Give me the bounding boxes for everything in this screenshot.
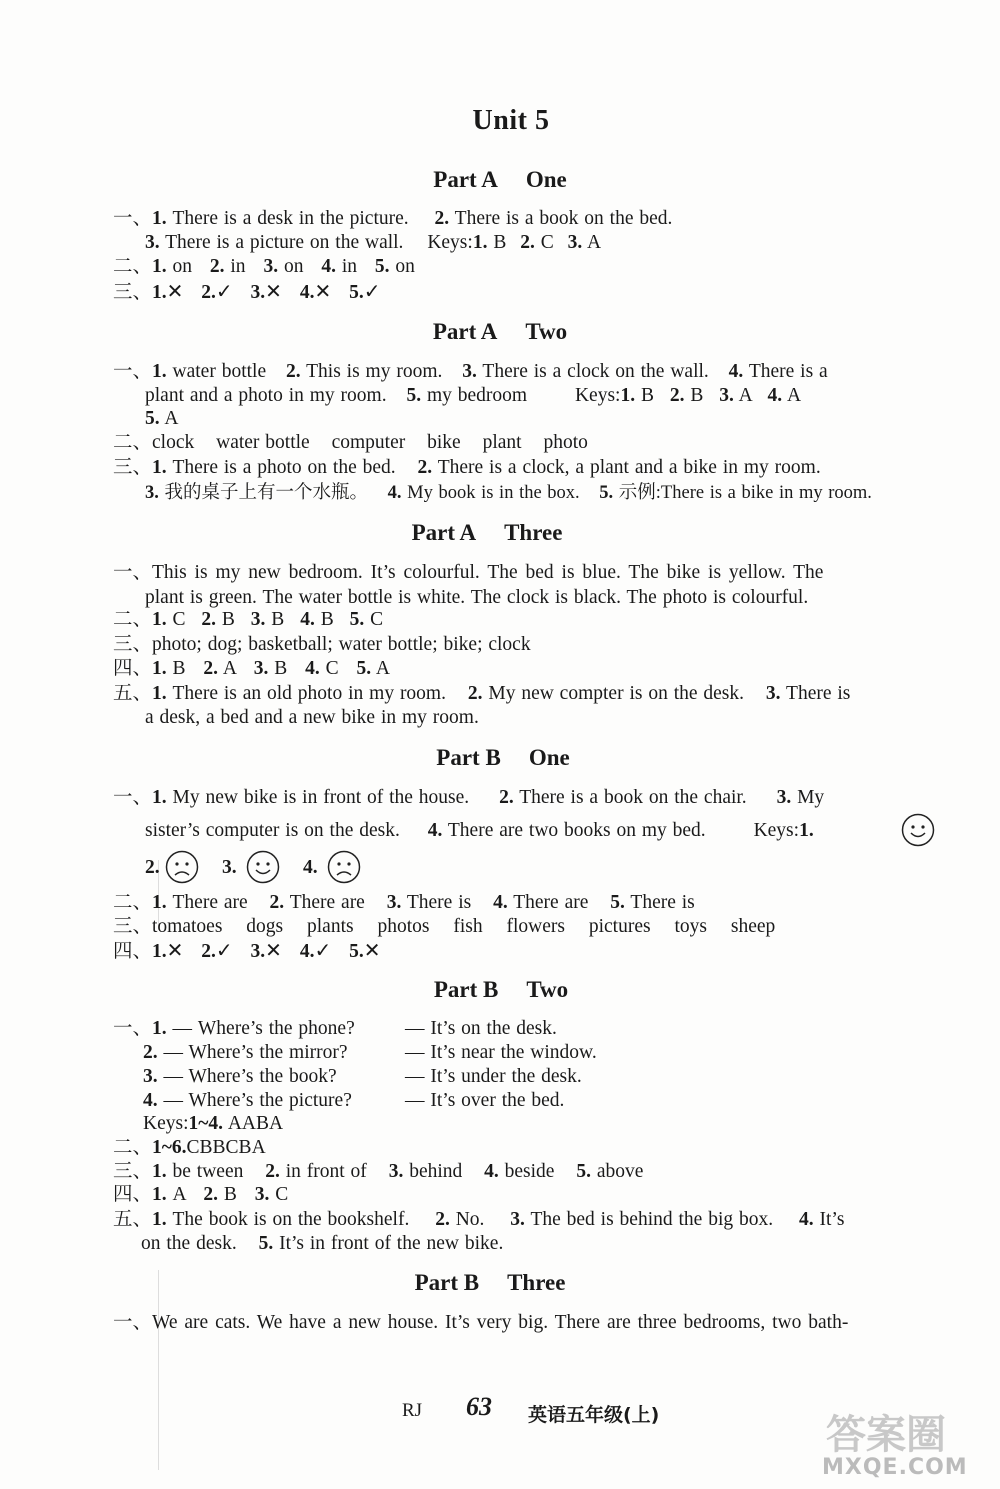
answer-line: 五、1. The book is on the bookshelf. 2. No. 3. The bed is behind the big box. 4. It’s [113, 1209, 845, 1230]
answer-line: 三、tomatoes dogs plants photos fish flowers pictures toys sheep [113, 916, 776, 937]
page-number: 63 [466, 1392, 492, 1421]
answer-line: 四、1. A 2. B 3. C [113, 1184, 289, 1205]
answer-line: 4. [303, 857, 318, 878]
binding-line [158, 1270, 159, 1470]
sad-face-icon [165, 850, 199, 884]
answer-line: 三、1. There is a photo on the bed. 2. There is a clock, a plant and a bike in my room. [113, 457, 821, 478]
answer-line: plant and a photo in my room. 5. my bedroom Keys:1. B 2. B 3. A 4. A [145, 385, 802, 406]
answer-line: 二、clock water bottle computer bike plant photo [113, 432, 588, 453]
answer-line: 二、1. C 2. B 3. B 4. B 5. C [113, 609, 384, 630]
answer-line: 五、1. There is an old photo in my room. 2. My new compter is on the desk. 3. There is [113, 683, 851, 704]
answer-line: 5. A [145, 408, 179, 429]
part-title: Part B One [436, 745, 570, 770]
answer-line: 3. There is a picture on the wall. Keys:1. B 2. C 3. A [145, 232, 602, 253]
section-part-b-two [1, 973, 1000, 1007]
answer-line: on the desk. 5. It’s in front of the new bike. [141, 1233, 504, 1254]
section-part-b-one [3, 741, 1000, 775]
part-title: Part B Three [414, 1270, 566, 1295]
section-part-b-three [0, 1266, 990, 1300]
dialog-line: 4. — Where’s the picture? [143, 1090, 352, 1111]
answer-line: 3. 我的桌子上有一个水瓶。 4. My book is in the box. 5. 示例:There is a bike in my room. [145, 483, 872, 503]
answer-line: 二、1. on 2. in 3. on 4. in 5. on [113, 256, 415, 277]
answer-line: 四、1. B 2. A 3. B 4. C 5. A [113, 658, 391, 679]
answer-line: Keys:1~4. AABA [143, 1113, 284, 1134]
answer-line: 三、photo; dog; basketball; water bottle; bike; clock [113, 634, 531, 655]
part-title: Part A One [433, 167, 567, 192]
answer-line: 三、1. be tween 2. in front of 3. behind 4. beside 5. above [113, 1161, 644, 1182]
happy-face-icon [246, 850, 280, 884]
part-title: Part A Three [411, 520, 563, 545]
dialog-answer: — It’s on the desk. [405, 1018, 557, 1039]
dialog-line: 一、1. — Where’s the phone? [113, 1018, 355, 1039]
answer-line: sister’s computer is on the desk. 4. There are two books on my bed. Keys:1. [145, 820, 814, 841]
dialog-answer: — It’s under the desk. [405, 1066, 582, 1087]
unit-title: Unit 5 [472, 105, 550, 136]
dialog-line: 3. — Where’s the book? [143, 1066, 337, 1087]
answer-line: 一、1. There is a desk in the picture. 2. There is a book on the bed. [113, 208, 673, 229]
answer-line: plant is green. The water bottle is white. The clock is black. The photo is colourful. [145, 587, 809, 608]
dialog-answer: — It’s near the window. [405, 1042, 597, 1063]
dialog-answer: — It’s over the bed. [405, 1090, 565, 1111]
answer-line: 3. [222, 857, 237, 878]
section-part-a-two [0, 315, 1000, 349]
answer-line: 三、1.✕ 2.✓ 3.✕ 4.✕ 5.✓ [113, 279, 381, 303]
answer-line: a desk, a bed and a new bike in my room. [145, 707, 479, 728]
watermark-text: MXQE.COM [822, 1455, 968, 1480]
book-title: 英语五年级(上) [528, 1404, 660, 1426]
answer-line: 二、1. There are 2. There are 3. There is 4. There are 5. There is [113, 892, 695, 913]
happy-face-icon [901, 813, 935, 847]
answer-line: 一、1. water bottle 2. This is my room. 3. There is a clock on the wall. 4. There is a [113, 361, 828, 382]
answer-line: 一、We are cats. We have a new house. It’s very big. There are three bedrooms, two bath- [113, 1312, 849, 1333]
part-title: Part B Two [433, 977, 569, 1002]
answer-line: 四、1.✕ 2.✓ 3.✕ 4.✓ 5.✕ [113, 938, 381, 962]
part-title: Part A Two [432, 319, 568, 344]
section-part-a-three [0, 516, 987, 550]
edition-code: RJ [402, 1400, 423, 1421]
watermark-logo: 答案圈 [826, 1412, 946, 1458]
answer-line: 一、1. My new bike is in front of the house. 2. There is a book on the chair. 3. My [113, 787, 825, 808]
answer-line: 2. [145, 857, 160, 878]
section-part-a-one [0, 163, 1000, 197]
sad-face-icon [327, 850, 361, 884]
answer-line: 一、This is my new bedroom. It’s colourful. The bed is blue. The bike is yellow. The [113, 562, 824, 583]
dialog-line: 2. — Where’s the mirror? [143, 1042, 348, 1063]
answer-line: 二、1~6.CBBCBA [113, 1137, 266, 1158]
